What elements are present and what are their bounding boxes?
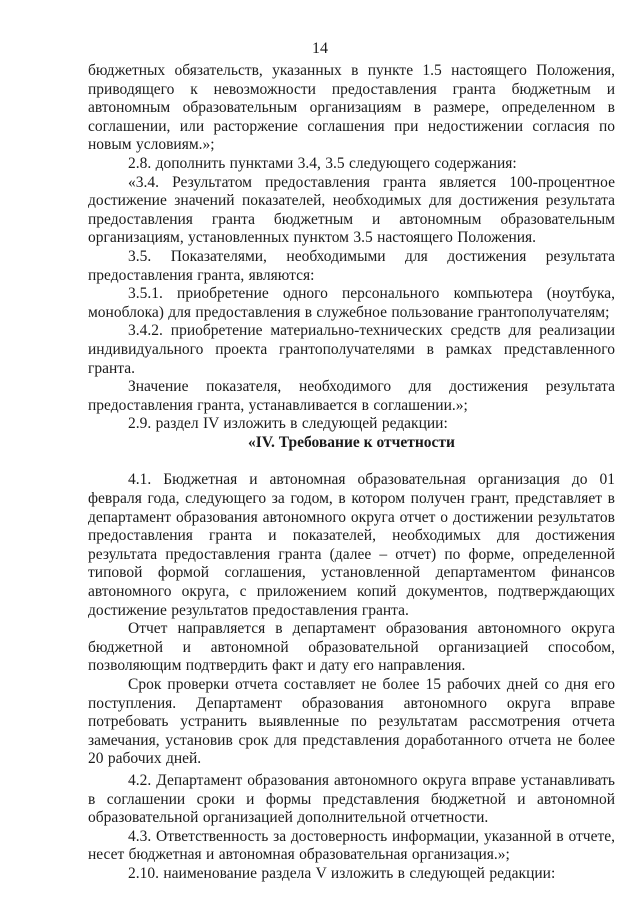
paragraph-clause-4-3: 4.3. Ответственность за достоверность информации, указанной в отчете, несет бюджетная и автономная образовательная организация.»; xyxy=(88,827,615,864)
paragraph-amendment-2-8: 2.8. дополнить пунктами 3.4, 3.5 следующего содержания: xyxy=(128,154,517,172)
paragraph-amendment-2-9: 2.9. раздел IV изложить в следующей редакции: xyxy=(128,415,448,433)
paragraph-budget-obligations: бюджетных обязательств, указанных в пункте 1.5 настоящего Положения, приводящего к невозможности предоставления гранта бюджетным и автономным образовательным организациям в размере, определенном в соглашении, или расторжение соглашения при недостижении согласия по новым условиям.»; xyxy=(88,62,615,154)
paragraph-report-sending: Отчет направляется в департамент образования автономного округа бюджетной и автономной образовательной организацией способом, позволяющим подтвердить факт и дату его направления. xyxy=(88,620,615,675)
paragraph-clause-3-5-1: 3.5.1. приобретение одного персонального компьютера (ноутбука, моноблока) для предоставления в служебное пользование грантополучателям; xyxy=(88,285,615,321)
paragraph-amendment-2-10: 2.10. наименование раздела V изложить в следующей редакции: xyxy=(128,864,556,882)
paragraph-report-review: Срок проверки отчета составляет не более 15 рабочих дней со дня его поступления. Департамент образования автономного округа вправе потребовать устранить выявленные по результатам рассмотрения отчета замечания, установив срок для представления доработанного отчета не более 20 рабочих дней. xyxy=(88,676,615,768)
document-body xyxy=(88,62,615,884)
paragraph-indicator-value: Значение показателя, необходимого для достижения результата предоставления гранта, устанавливается в соглашении.»; xyxy=(88,378,615,414)
paragraph-clause-3-4-2: 3.4.2. приобретение материально-технических средств для реализации индивидуального проекта грантополучателями в рамках представленного гранта. xyxy=(88,322,615,377)
paragraph-clause-3-5: 3.5. Показателями, необходимыми для достижения результата предоставления гранта, являются: xyxy=(88,247,615,284)
paragraph-clause-4-2: 4.2. Департамент образования автономного округа вправе устанавливать в соглашении сроки и формы представления бюджетной и автономной образовательной организацией дополнительной отчетности. xyxy=(88,771,615,827)
section-heading-iv: «IV. Требование к отчетности xyxy=(248,433,455,451)
heading-spacer xyxy=(88,452,615,471)
page-number: 14 xyxy=(312,40,328,57)
paragraph-clause-4-1: 4.1. Бюджетная и автономная образовательная организация до 01 февраля года, следующего за годом, в котором получен грант, представляет в департамент образования автономного округа отчет о достижении результатов предоставления гранта и показателей, необходимых для достижения результата предоставления гранта (далее – отчет) по форме, определенной типовой формой соглашения, установленной департаментом финансов автономного округа, с приложением копий документов, подтверждающих достижение результатов предоставления гранта. xyxy=(88,471,615,619)
paragraph-clause-3-4: «3.4. Результатом предоставления гранта является 100-процентное достижение значений показателей, необходимых для достижения результата предоставления гранта бюджетным и автономным образовательным организациям, установленных пунктом 3.5 настоящего Положения. xyxy=(88,173,615,247)
